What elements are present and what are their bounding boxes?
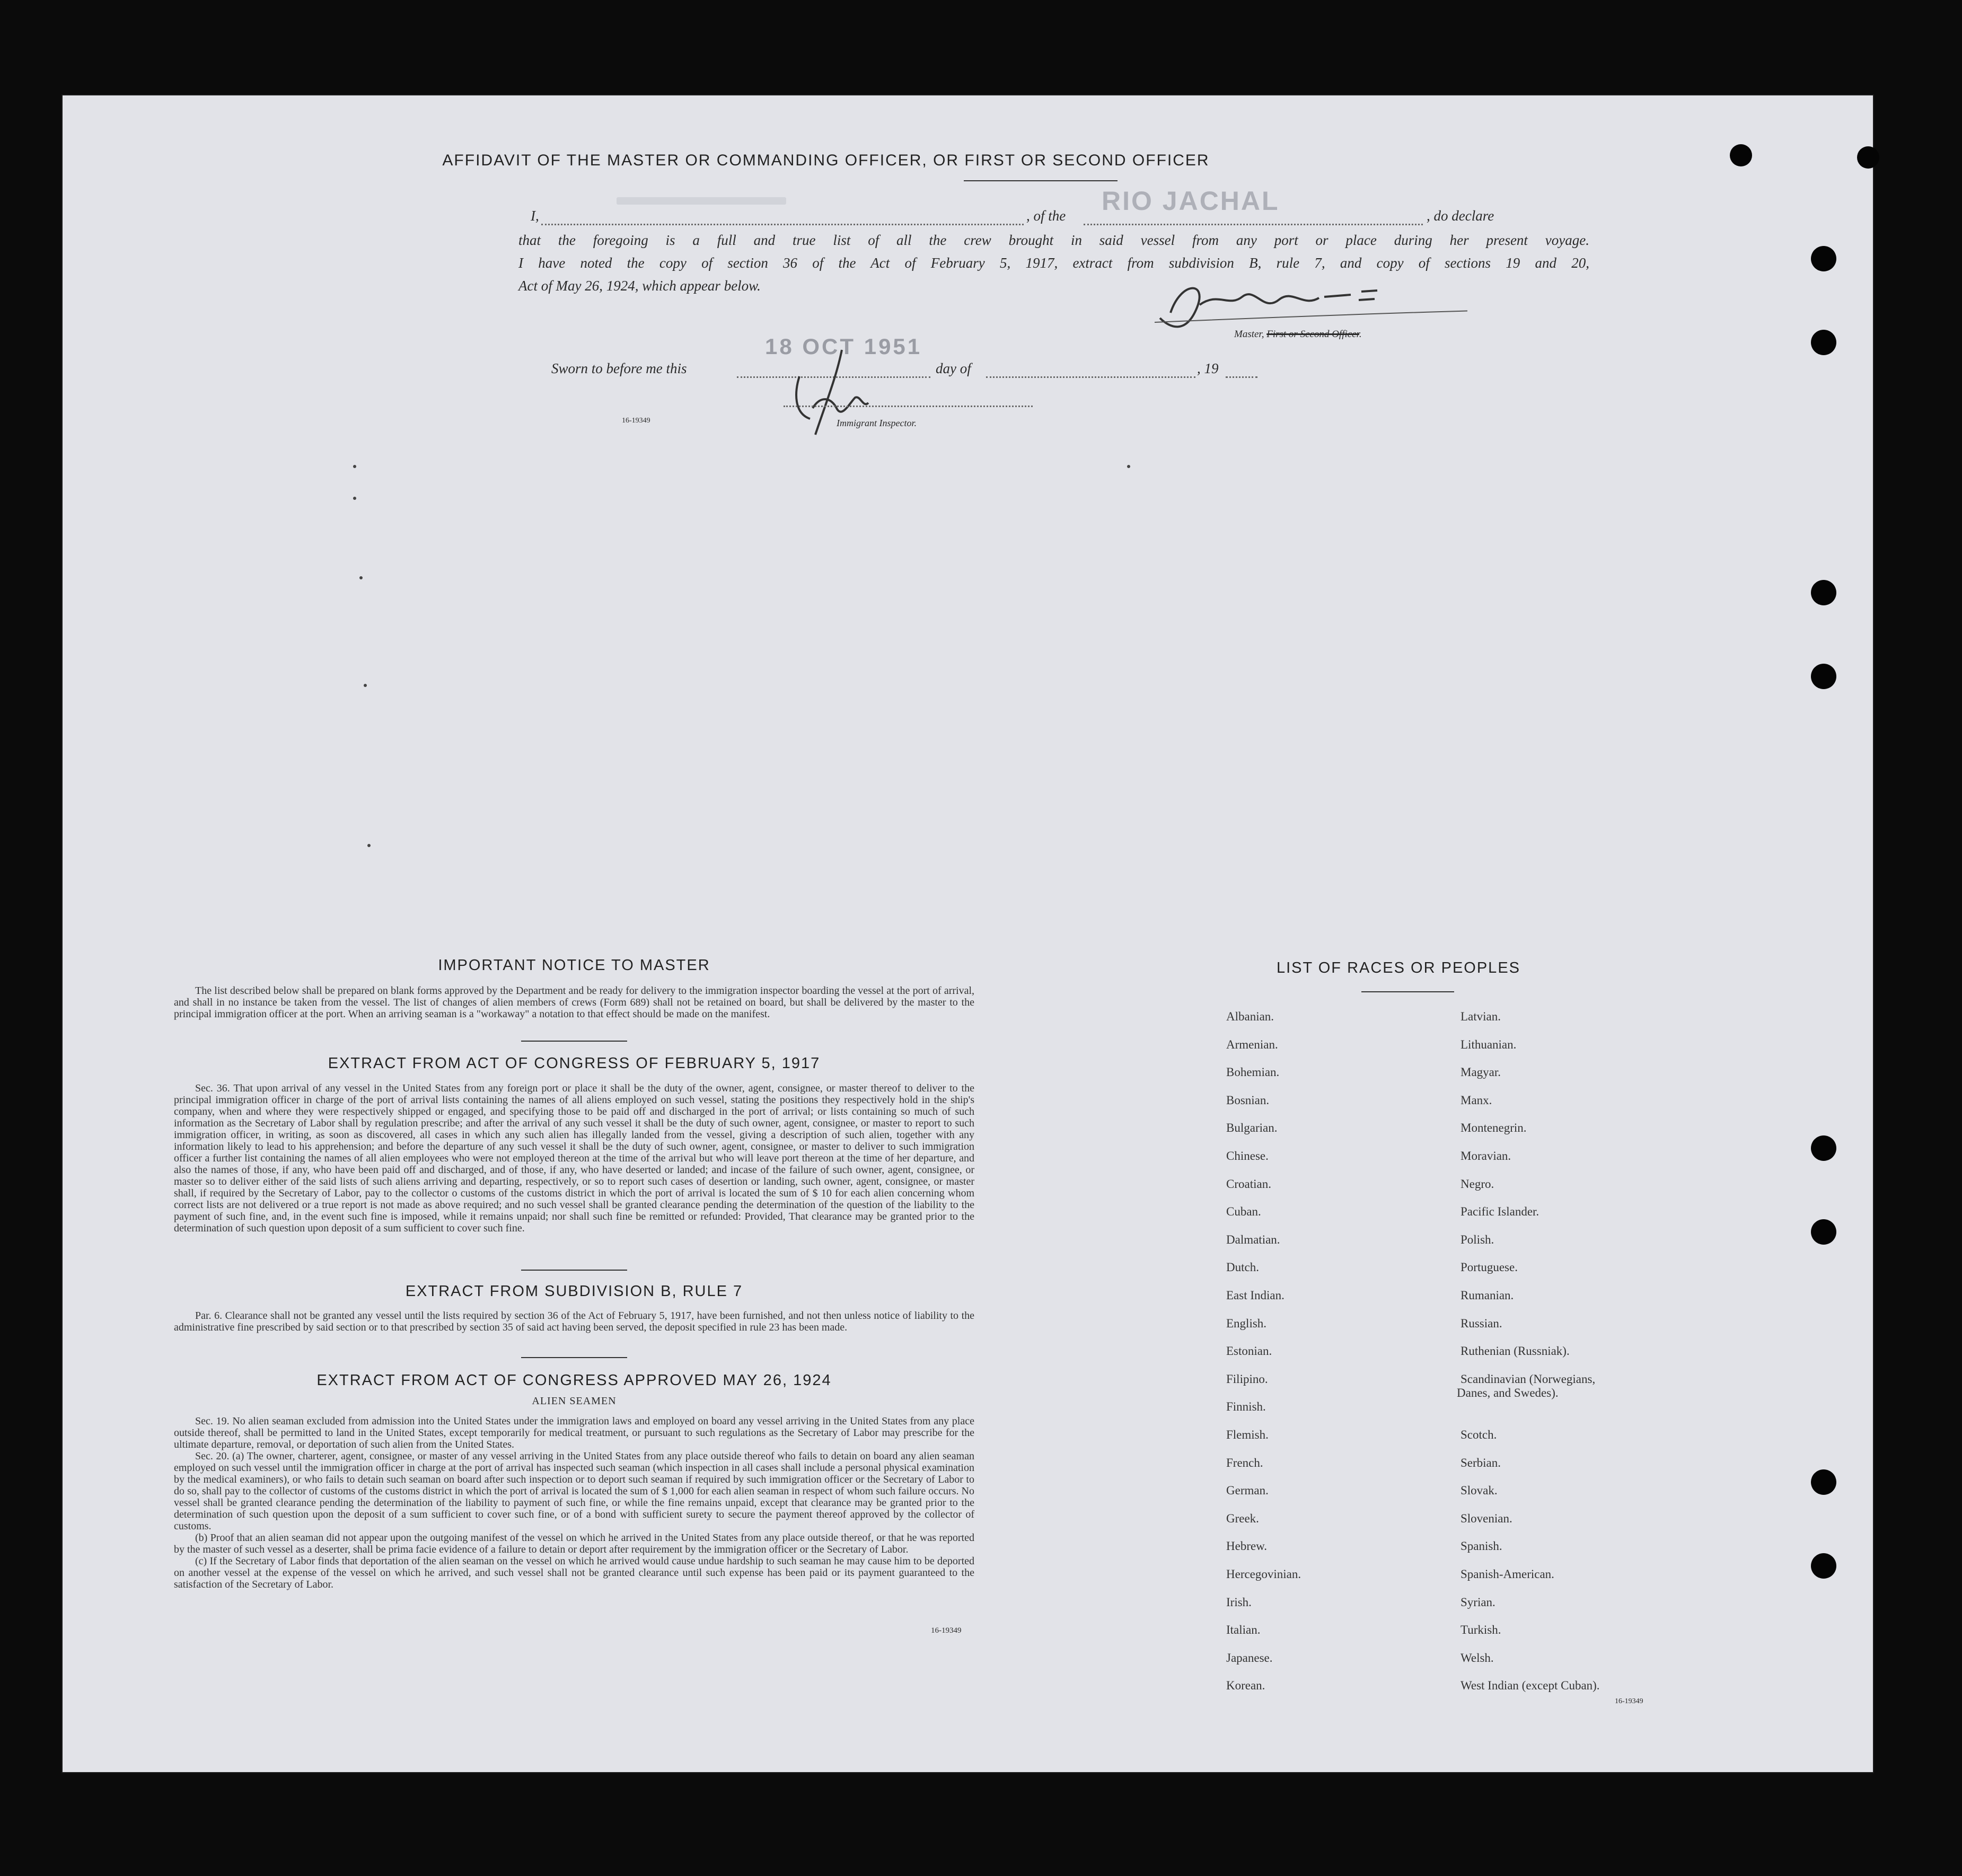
year-label: , 19 bbox=[1197, 360, 1219, 376]
race-item: Scotch. bbox=[1460, 1428, 1497, 1441]
section-divider bbox=[521, 1357, 627, 1358]
race-item: West Indian (except Cuban). bbox=[1460, 1679, 1600, 1693]
punch-hole bbox=[1811, 1219, 1836, 1245]
extract-form-number: 16-19349 bbox=[931, 1626, 962, 1635]
race-item: Syrian. bbox=[1460, 1595, 1495, 1609]
sworn-month-blank bbox=[986, 376, 1195, 378]
body-line-3: Act of May 26, 1924, which appear below. bbox=[518, 278, 761, 294]
race-item: Cuban. bbox=[1226, 1205, 1261, 1219]
master-label: Master, bbox=[1234, 329, 1264, 340]
race-item: Irish. bbox=[1226, 1595, 1252, 1609]
race-item: Welsh. bbox=[1460, 1651, 1494, 1664]
of-the-label: , of the bbox=[1026, 208, 1066, 224]
document-sheet bbox=[63, 95, 1873, 1772]
race-item: Pacific Islander. bbox=[1460, 1205, 1539, 1219]
race-item: Scandinavian (Norwegians, bbox=[1460, 1372, 1596, 1386]
race-item: Portuguese. bbox=[1460, 1261, 1518, 1274]
inspector-label: Immigrant Inspector. bbox=[837, 418, 917, 428]
scan-speck bbox=[1127, 465, 1130, 468]
race-item: Italian. bbox=[1226, 1623, 1261, 1637]
races-form-number: 16-19349 bbox=[1615, 1697, 1643, 1705]
race-item: Hercegovinian. bbox=[1226, 1567, 1301, 1581]
race-item: Russian. bbox=[1460, 1316, 1502, 1330]
race-item: Lithuanian. bbox=[1460, 1037, 1517, 1051]
punch-hole bbox=[1811, 1469, 1836, 1495]
vessel-name-stamp: RIO JACHAL bbox=[1102, 186, 1280, 216]
race-item: French. bbox=[1226, 1456, 1263, 1469]
sec-20b: (b) Proof that an alien seaman did not appear upon the outgoing manifest of the vessel on which he arrived in the United States from any place outside thereof, or that he was reported by the master of such vessel as a deserter, shall be prima facie evidence of a failure to detain or deport after requirement by the immigration officer or the Secretary of Labor. bbox=[174, 1532, 974, 1555]
race-item: Manx. bbox=[1460, 1093, 1492, 1107]
race-item: Korean. bbox=[1226, 1679, 1265, 1693]
race-item: Turkish. bbox=[1460, 1623, 1501, 1637]
title-underline bbox=[964, 180, 1118, 181]
race-item: Bohemian. bbox=[1226, 1065, 1280, 1079]
punch-hole bbox=[1857, 146, 1879, 169]
race-item: German. bbox=[1226, 1484, 1269, 1498]
punch-hole bbox=[1811, 580, 1836, 605]
rule7-text: Par. 6. Clearance shall not be granted any vessel until the lists required by section 36 of the Act of February 5, 1917, have been furnished, and not then unless notice of liability to the administrative fine prescribed by said section or to that prescribed by section 35 of said act having been served, the deposit specified in rule 23 has been made. bbox=[174, 1310, 974, 1333]
body-line-1: that the foregoing is a full and true list of all the crew brought in said vessel from any port or place during her present voyage. bbox=[518, 232, 1589, 248]
faint-name-stamp bbox=[617, 197, 786, 205]
sec-20c: (c) If the Secretary of Labor finds that deportation of the alien seaman on the vessel on which he arrived would cause undue hardship to such seaman he may cause him to be deported on another vessel at the expense of the vessel on which he arrived, and such vessel shall not be granted clearance until such expense has been paid or its payment guaranteed to the satisfaction of the Secretary of Labor. bbox=[174, 1555, 974, 1590]
alien-seamen-subtitle: ALIEN SEAMEN bbox=[532, 1395, 617, 1407]
sworn-label: Sworn to before me this bbox=[551, 360, 687, 376]
race-item: Montenegrin. bbox=[1460, 1121, 1527, 1135]
declaration-line bbox=[531, 208, 1591, 229]
race-item: Danes, and Swedes). bbox=[1457, 1386, 1559, 1400]
race-item: Albanian. bbox=[1226, 1010, 1274, 1023]
punch-hole bbox=[1811, 664, 1836, 689]
date-stamp: 18 OCT 1951 bbox=[765, 334, 922, 359]
inspector-blank bbox=[784, 406, 1033, 407]
race-item: Bulgarian. bbox=[1226, 1121, 1278, 1135]
race-item: Latvian. bbox=[1460, 1010, 1501, 1023]
race-item: Moravian. bbox=[1460, 1149, 1511, 1162]
race-item: Polish. bbox=[1460, 1232, 1494, 1246]
notice-text: The list described below shall be prepared on blank forms approved by the Department and be ready for delivery to the immigration inspector boarding the vessel at the port of arrival, and shall in no instance be taken from the vessel. The list of changes of alien members of crews (Form 689) shall not be retained on board, but shall be delivered by the master to the principal immigration officer at the port. When an arriving seaman is a "workaway" a notation to that effect should be made on the manifest. bbox=[174, 985, 974, 1020]
punch-hole bbox=[1811, 246, 1836, 271]
race-item: Spanish-American. bbox=[1460, 1567, 1554, 1581]
race-item: Greek. bbox=[1226, 1511, 1259, 1525]
race-item: Chinese. bbox=[1226, 1149, 1269, 1162]
scan-speck bbox=[353, 497, 356, 500]
master-signature bbox=[1149, 276, 1467, 334]
race-item: Estonian. bbox=[1226, 1344, 1272, 1358]
race-item: East Indian. bbox=[1226, 1289, 1284, 1302]
vessel-blank bbox=[1084, 224, 1423, 225]
sworn-year-blank bbox=[1226, 376, 1257, 378]
sec-20a: Sec. 20. (a) The owner, charterer, agent, consignee, or master of any vessel arriving in the United States from any place outside thereof who fails to detain on board any alien seaman employed on such vessel until the immigration officer in charge at the port of arrival has inspected such seaman (which inspection in all cases shall include a personal physical examination by the medical examiners), or who fails to detain such seaman on board after such inspection or to deport such seaman if required by such immigration officer or the Secretary of Labor to do so, shall pay to the collector of customs of the customs district in which the port of arrival is located the sum of $ 1,000 for each alien seaman in respect of whom such failure occurs. No vessel shall be granted clearance pending the determination of the liability to payment of such fine, or while the fine remains unpaid, except that clearance may be granted prior to the determination of such question upon the deposit of a sum sufficient to cover such fine, or of a bond with sufficient surety to secure the payment thereof approved by the collector of customs. bbox=[174, 1450, 974, 1532]
race-item: Filipino. bbox=[1226, 1372, 1268, 1386]
affidavit-form-number: 16-19349 bbox=[622, 417, 650, 425]
race-item: Dutch. bbox=[1226, 1261, 1259, 1274]
races-title-underline bbox=[1361, 991, 1454, 992]
race-item: Bosnian. bbox=[1226, 1093, 1270, 1107]
scan-speck bbox=[359, 576, 363, 579]
extract-1917-title: EXTRACT FROM ACT OF CONGRESS OF FEBRUARY 5, 1917 bbox=[328, 1055, 821, 1072]
extract-1924-title: EXTRACT FROM ACT OF CONGRESS APPROVED MAY 26, 1924 bbox=[316, 1372, 832, 1389]
race-item: Flemish. bbox=[1226, 1428, 1269, 1441]
section-divider bbox=[521, 1041, 627, 1042]
scan-speck bbox=[367, 844, 371, 847]
master-label-end: . bbox=[1359, 329, 1362, 340]
race-item: Spanish. bbox=[1460, 1539, 1502, 1553]
race-item: Negro. bbox=[1460, 1177, 1494, 1191]
race-item: Japanese. bbox=[1226, 1651, 1273, 1664]
inspector-signature bbox=[762, 345, 884, 445]
sworn-line bbox=[551, 360, 1347, 382]
section-divider bbox=[521, 1270, 627, 1271]
rule7-title: EXTRACT FROM SUBDIVISION B, RULE 7 bbox=[405, 1283, 743, 1300]
extract-1917-text: Sec. 36. That upon arrival of any vessel in the United States from any foreign port or place it shall be the duty of the owner, agent, consignee, or master thereof to deliver to the principal immigration officer in charge of the port of arrival lists containing the names of all aliens employed on such vessel, stating the positions they respectively hold in the ship's company, when and where they were respectively shipped or engaged, and specifying those to be paid off and discharged in the port of arrival; or lists containing so much of such information as the Secretary of Labor shall by regulation prescribe; and after the arrival of any such vessel it shall be the duty of such owner, agent, consignee, or master to report to such immigration officer, in writing, as soon as discovered, all cases in which any such alien has illegally landed from the vessel, giving a description of such alien, together with any information likely to lead to his apprehension; and before the departure of any such vessel it shall be the duty of such owner, agent, consignee, or master to deliver to such immigration officer a further list containing the names of all alien employees who were not employed thereon at the time of the arrival but who will leave port thereon at the time of her departure, and also the names of those, if any, who have been paid off and discharged, and of those, if any, who have deserted or landed; and incase of the failure of such owner, agent, consignee, or master so to deliver either of the said lists of such aliens arriving and departing, respectively, or so to report such cases of desertion or landing, such owner, agent, consignee, or master shall, if required by the Secretary of Labor, pay to the collector o customs of the customs district in which the port of arrival is located the sum of $ 10 for each alien concerning whom correct lists are not delivered or a true report is not made as above required; and no such vessel shall be granted clearance pending the determination of the question of the liability to the payment of such fine, and, in the event such fine is imposed, while it remains unpaid; nor shall such fine be remitted or refunded: Provided, That clearance may be granted prior to the determination of such question upon deposit of a sum sufficient to cover such fine. bbox=[174, 1082, 974, 1234]
name-blank bbox=[541, 224, 1024, 225]
race-item: Slovak. bbox=[1460, 1484, 1498, 1498]
punch-hole bbox=[1730, 144, 1752, 166]
master-title bbox=[1234, 329, 1362, 340]
punch-hole bbox=[1811, 1135, 1836, 1161]
race-item: Ruthenian (Russniak). bbox=[1460, 1344, 1570, 1358]
body-line-2: I have noted the copy of section 36 of the Act of February 5, 1917, extract from subdivision B, rule 7, and copy of sections 19 and 20, bbox=[518, 255, 1589, 271]
punch-hole bbox=[1811, 1553, 1836, 1579]
race-item: Serbian. bbox=[1460, 1456, 1501, 1469]
i-label: I, bbox=[531, 208, 539, 224]
race-item: Finnish. bbox=[1226, 1400, 1266, 1414]
do-declare-label: , do declare bbox=[1427, 208, 1494, 224]
race-item: English. bbox=[1226, 1316, 1267, 1330]
race-item: Slovenian. bbox=[1460, 1511, 1512, 1525]
punch-hole bbox=[1811, 330, 1836, 355]
extract-1924-text bbox=[174, 1415, 974, 1590]
race-item: Croatian. bbox=[1226, 1177, 1271, 1191]
race-item: Magyar. bbox=[1460, 1065, 1501, 1079]
scan-speck bbox=[353, 465, 356, 468]
races-title: LIST OF RACES OR PEOPLES bbox=[1276, 959, 1521, 976]
race-item: Rumanian. bbox=[1460, 1289, 1514, 1302]
sec-19: Sec. 19. No alien seaman excluded from admission into the United States under the immigration laws and employed on board any vessel arriving in the United States from any place outside thereof, shall be permitted to land in the United States, except temporarily for medical treatment, or pursuant to such regulations as the Secretary of Labor may prescribe for the ultimate departure, removal, or deportation of such alien from the United States. bbox=[174, 1415, 974, 1450]
notice-title: IMPORTANT NOTICE TO MASTER bbox=[438, 957, 710, 974]
race-item: Hebrew. bbox=[1226, 1539, 1268, 1553]
day-of-label: day of bbox=[936, 360, 971, 376]
race-item: Armenian. bbox=[1226, 1037, 1278, 1051]
master-label-struck: First or Second Officer bbox=[1266, 329, 1359, 340]
race-item: Dalmatian. bbox=[1226, 1232, 1280, 1246]
affidavit-title: AFFIDAVIT OF THE MASTER OR COMMANDING OFFICER, OR FIRST OR SECOND OFFICER bbox=[442, 152, 1210, 169]
scan-speck bbox=[364, 684, 367, 687]
